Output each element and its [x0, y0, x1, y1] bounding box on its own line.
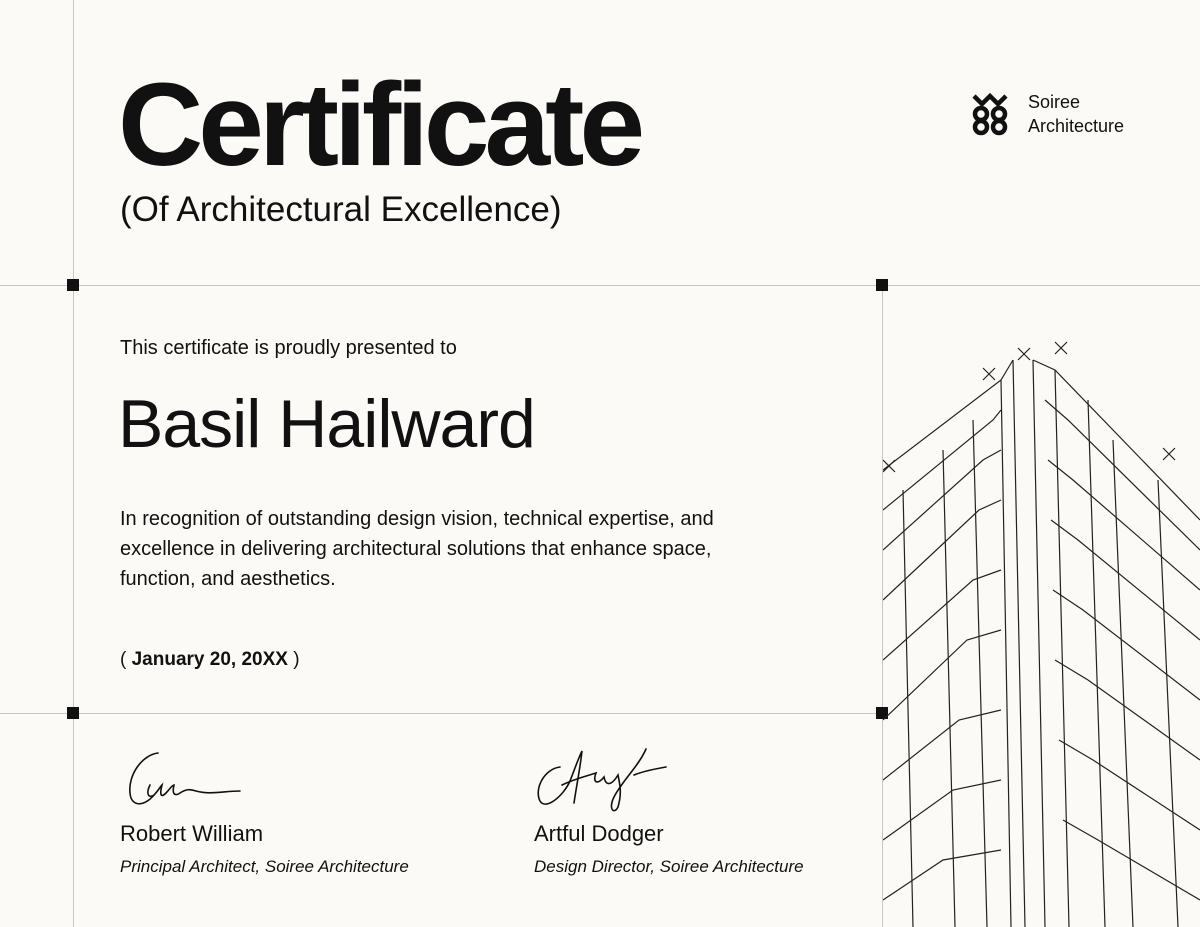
brand — [970, 90, 1124, 138]
signatory-name: Artful Dodger — [534, 821, 664, 846]
soiree-logo-icon — [970, 92, 1010, 136]
date-value: January 20, 20XX — [131, 649, 288, 670]
brand-name-line2: Architecture — [1028, 116, 1125, 136]
guide-line-left — [73, 0, 74, 927]
guide-line-bottom — [0, 713, 883, 714]
date-open: ( — [120, 649, 132, 670]
signatory-role: Principal Architect, Soiree Architecture — [120, 857, 409, 876]
brand-name-line1: Soiree — [1028, 92, 1081, 112]
recipient-name: Basil Hailward — [118, 386, 535, 462]
signature-artful-dodger — [534, 745, 674, 815]
corner-handle-bottom-left — [67, 707, 79, 719]
signature-block-2 — [534, 745, 804, 877]
signatory-name: Robert William — [120, 821, 264, 846]
signatory-role: Design Director, Soiree Architecture — [534, 857, 804, 876]
corner-handle-top-right — [876, 279, 888, 291]
date-close: ) — [287, 649, 300, 670]
guide-line-top — [0, 285, 1200, 286]
signature-robert-william — [120, 745, 250, 815]
certificate-subtitle: (Of Architectural Excellence) — [120, 190, 562, 229]
building-illustration — [883, 340, 1200, 927]
corner-handle-top-left — [67, 279, 79, 291]
description: In recognition of outstanding design vision, technical expertise, and excellence in delivering architectural solutions that enhance space, function, and aesthetics. — [120, 508, 714, 590]
signature-block-1 — [120, 745, 409, 877]
presented-text: This certificate is proudly presented to — [120, 337, 457, 359]
certificate-title: Certificate — [118, 59, 641, 191]
certificate-date — [120, 649, 300, 671]
brand-name — [1028, 90, 1124, 138]
